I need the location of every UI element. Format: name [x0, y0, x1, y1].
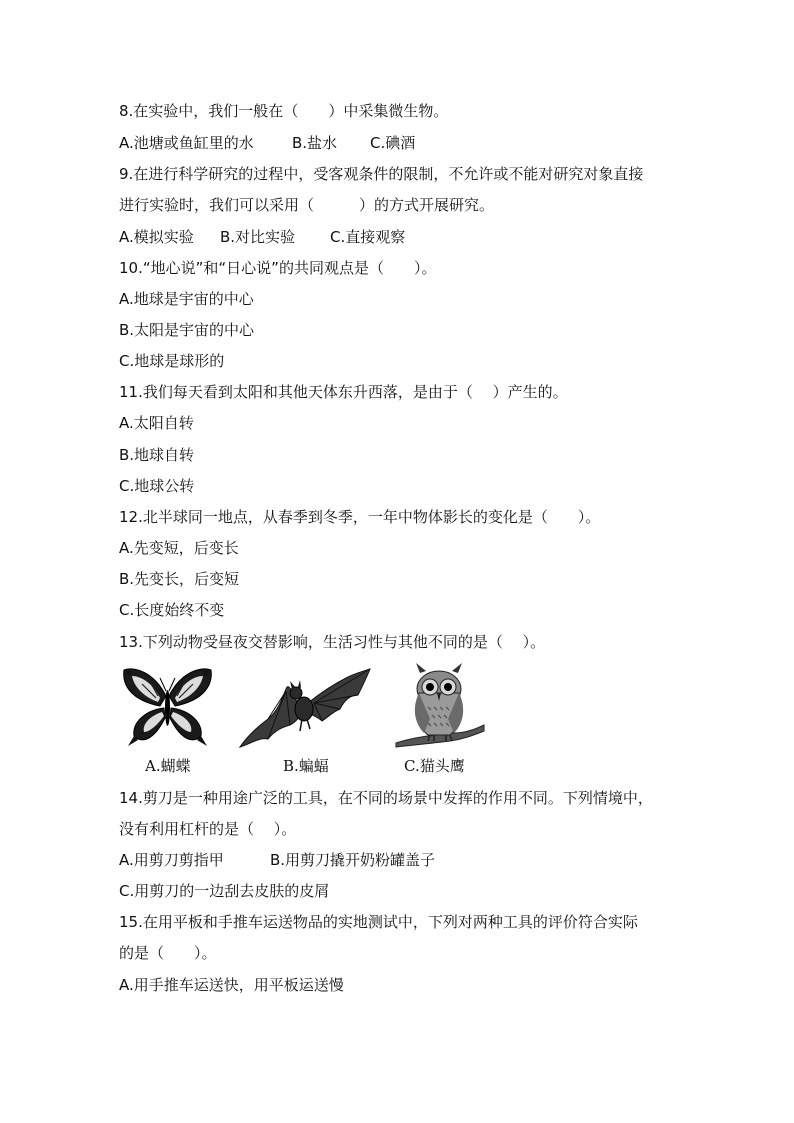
- q8-option-c: C.碘酒: [370, 134, 416, 152]
- q14-option-c: C.用剪刀的一边刮去皮肤的皮屑: [119, 882, 330, 900]
- q14-stem-line1: 14.剪刀是一种用途广泛的工具，在不同的场景中发挥的作用不同。下列情境中，: [119, 789, 653, 807]
- q10-option-b: B.太阳是宇宙的中心: [119, 321, 255, 339]
- q13-caption-b: B.蝙蝠: [283, 757, 329, 775]
- q10-option-c: C.地球是球形的: [119, 352, 225, 370]
- q11-option-c: C.地球公转: [119, 477, 195, 495]
- owl-image: [394, 663, 486, 749]
- q11-option-b: B.地球自转: [119, 446, 195, 464]
- q13-stem: 13.下列动物受昼夜交替影响，生活习性与其他不同的是（ ）。: [119, 633, 546, 651]
- butterfly-image: [120, 666, 215, 748]
- q14-stem-line2: 没有利用杠杆的是（ ）。: [119, 820, 297, 838]
- q8-stem: 8.在实验中，我们一般在（ ）中采集微生物。: [119, 102, 449, 120]
- q14-option-b: B.用剪刀撬开奶粉罐盖子: [270, 851, 436, 869]
- q8-option-a: A.池塘或鱼缸里的水: [119, 134, 254, 152]
- q13-caption-c: C.猫头鹰: [404, 757, 465, 775]
- q12-option-c: C.长度始终不变: [119, 601, 225, 619]
- q10-option-a: A.地球是宇宙的中心: [119, 290, 254, 308]
- q11-option-a: A.太阳自转: [119, 414, 194, 432]
- q15-stem-line1: 15.在用平板和手推车运送物品的实地测试中，下列对两种工具的评价符合实际: [119, 913, 638, 931]
- q12-option-a: A.先变短，后变长: [119, 539, 239, 557]
- q9-stem-line2: 进行实验时，我们可以采用（ ）的方式开展研究。: [119, 196, 495, 214]
- q8-option-b: B.盐水: [292, 134, 338, 152]
- q9-option-c: C.直接观察: [330, 228, 406, 246]
- q9-stem-line1: 9.在进行科学研究的过程中，受客观条件的限制，不允许或不能对研究对象直接: [119, 165, 644, 183]
- q12-stem: 12.北半球同一地点，从春季到冬季，一年中物体影长的变化是（ ）。: [119, 508, 601, 526]
- q14-option-a: A.用剪刀剪指甲: [119, 851, 224, 869]
- q9-option-a: A.模拟实验: [119, 228, 194, 246]
- bat-image: [238, 667, 372, 749]
- q15-stem-line2: 的是（ ）。: [119, 944, 217, 962]
- q9-option-b: B.对比实验: [220, 228, 296, 246]
- q11-stem: 11.我们每天看到太阳和其他天体东升西落，是由于（ ）产生的。: [119, 383, 568, 401]
- q13-caption-a: A.蝴蝶: [145, 757, 191, 775]
- q10-stem: 10.“地心说”和“日心说”的共同观点是（ ）。: [119, 259, 437, 277]
- q15-option-a: A.用手推车运送快，用平板运送慢: [119, 976, 344, 994]
- q12-option-b: B.先变长，后变短: [119, 570, 240, 588]
